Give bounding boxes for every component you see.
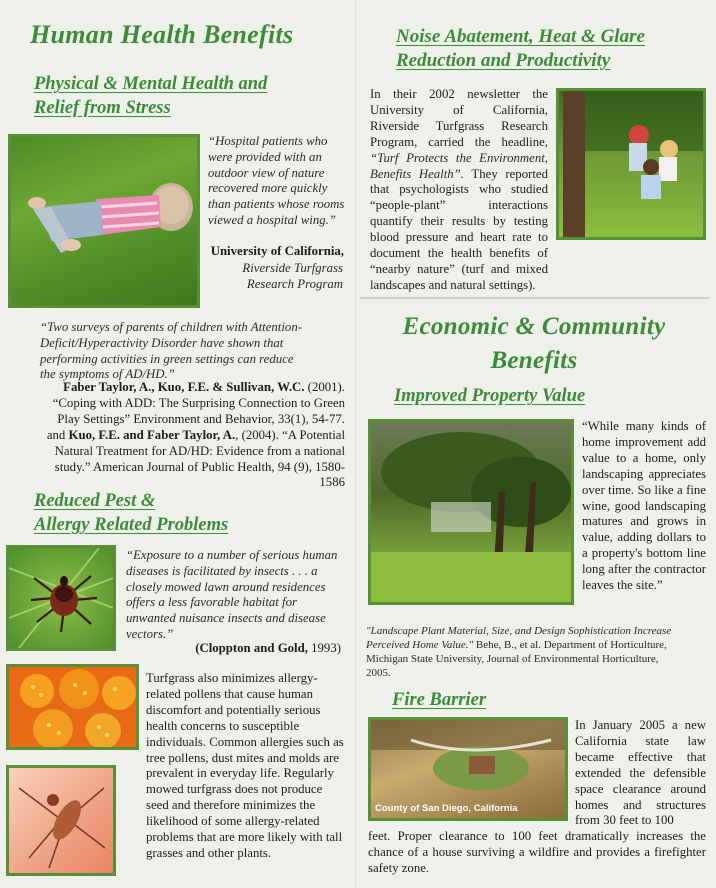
cite-year-1: (2001). bbox=[304, 380, 345, 394]
cite-authors-1: Faber Taylor, A., Kuo, F.E. & Sullivan, W.C. bbox=[63, 380, 305, 394]
tick-illustration bbox=[9, 548, 113, 648]
allergy-body-text: Turfgrass also minimizes allergy-related pollens that cause human discomfort and potentially serious health concerns to susceptible individuals. Common allergies such as tree pollens, dust mites and molds are prevalent in everyday life. Regularly mowed turfgrass does not produce seed and therefore minimizes the likelihood of some allergy-related problems that are more likely with tall grasses and other plants. bbox=[146, 671, 344, 860]
adhd-citation bbox=[40, 380, 345, 491]
tree-lawn-photo bbox=[368, 419, 574, 605]
cite-text-2: , (2004). “A Potential Natural Treatment for AD/HD: Evidence from a national study.” American Journal of Public Health, 94 (9), 1580-1586 bbox=[54, 427, 345, 490]
heading-line-1: Noise Abatement, Heat & Glare bbox=[396, 26, 645, 47]
title-line-1: Economic & Community bbox=[402, 313, 666, 340]
insect-citation bbox=[126, 641, 341, 657]
child-on-grass-photo bbox=[8, 134, 200, 308]
physical-mental-heading bbox=[34, 72, 267, 120]
heading-line-1: Reduced Pest & bbox=[34, 491, 156, 511]
property-value-citation bbox=[366, 624, 678, 680]
pollen-photo bbox=[6, 664, 139, 750]
heading-line-1: Physical & Mental Health and bbox=[34, 74, 268, 94]
fire-clearance-aerial-photo bbox=[368, 717, 568, 821]
noise-abatement-heading bbox=[396, 25, 645, 73]
adhd-quote: “Two surveys of parents of children with Attention-Deficit/Hyperactivity Disorder have shown that performing activities in green settings can reduce the symptoms of AD/HD.” bbox=[40, 320, 302, 382]
child-on-grass-illustration bbox=[11, 137, 197, 305]
children-playing-illustration bbox=[559, 91, 703, 237]
human-health-title: Human Health Benefits bbox=[30, 20, 294, 49]
heading-line-2: Relief from Stress bbox=[34, 98, 171, 118]
column-divider bbox=[355, 0, 356, 888]
noise-body-headline: “Turf Protects the Environment, Benefits Health”. bbox=[370, 150, 548, 181]
children-playing-photo bbox=[556, 88, 706, 240]
section-rule bbox=[360, 297, 710, 299]
hospital-quote-source-rest: Riverside Turfgrass Research Program bbox=[242, 261, 343, 291]
cite-text-1: “Coping with ADD: The Surprising Connection to Green Play Settings” Environment and Behavior, 33(1), 54-77. and bbox=[46, 395, 345, 442]
heading-line-2: Allergy Related Problems bbox=[34, 515, 229, 535]
mosquito-photo bbox=[6, 765, 116, 876]
title-line-2: Benefits bbox=[490, 347, 578, 374]
tick-photo bbox=[6, 545, 116, 651]
noise-body-part-b: They reported that psychologists who studied “people-plant” interactions quantify their results by testing blood pressure and heart rate to document the health benefits of “nearby nature” (turf and mixed landscapes and natural settings). bbox=[370, 166, 548, 292]
cite-authors-2: Kuo, F.E. and Faber Taylor, A. bbox=[68, 427, 236, 442]
hospital-quote-source: University of California, bbox=[210, 244, 344, 258]
citation-title: "Landscape Plant Material, Size, and Design Sophistication Increase Perceived Home Value." bbox=[366, 625, 672, 651]
insect-cite-year: 1993) bbox=[307, 641, 341, 655]
citation-source: Behe, B., et al. Department of Horticulture, Michigan State University, Journal of Environmental Horticulture, 2005. bbox=[366, 639, 667, 679]
hospital-quote: “Hospital patients who were provided with an outdoor view of nature recovered more quickly than patients whose rooms viewed a hospital wing.” bbox=[208, 134, 345, 227]
fire-body-text-bottom: feet. Proper clearance to 100 feet dramatically increases the chance of a house surviving a wildfire and provides a firefighter safety zone. bbox=[368, 829, 706, 875]
economic-community-title bbox=[362, 310, 706, 378]
noise-body-part-a: In their 2002 newsletter the University of California, Riverside Turfgrass Research Program, carried the headline, bbox=[370, 87, 548, 149]
insect-quote: “Exposure to a number of serious human diseases is facilitated by insects . . . a closely mowed lawn around residences offers a less favorable habitat for unwanted nuisance insects and disease vectors.” bbox=[126, 548, 338, 641]
property-value-quote: “While many kinds of home improvement add value to a home, only landscaping appreciates over time. So like a fine wine, good landscaping matures and grows in value, adding dollars to a property's bottom line long after the contractor leaves the site.” bbox=[582, 419, 706, 593]
mosquito-illustration bbox=[9, 768, 113, 873]
insect-cite-authors: (Cloppton and Gold, bbox=[195, 641, 308, 655]
tree-lawn-illustration bbox=[371, 422, 571, 602]
pest-allergy-heading bbox=[34, 489, 228, 537]
property-value-heading: Improved Property Value bbox=[394, 386, 586, 406]
heading-line-2: Reduction and Productivity bbox=[396, 50, 611, 71]
noise-body-text bbox=[370, 87, 548, 294]
pollen-illustration bbox=[9, 667, 136, 747]
fire-body-text-top: In January 2005 a new California state law became effective that extended the defensible space clearance around homes and structures from 30 feet to 100 bbox=[575, 718, 706, 828]
fire-barrier-heading: Fire Barrier bbox=[392, 690, 487, 710]
photo-caption: County of San Diego, California bbox=[375, 803, 518, 814]
